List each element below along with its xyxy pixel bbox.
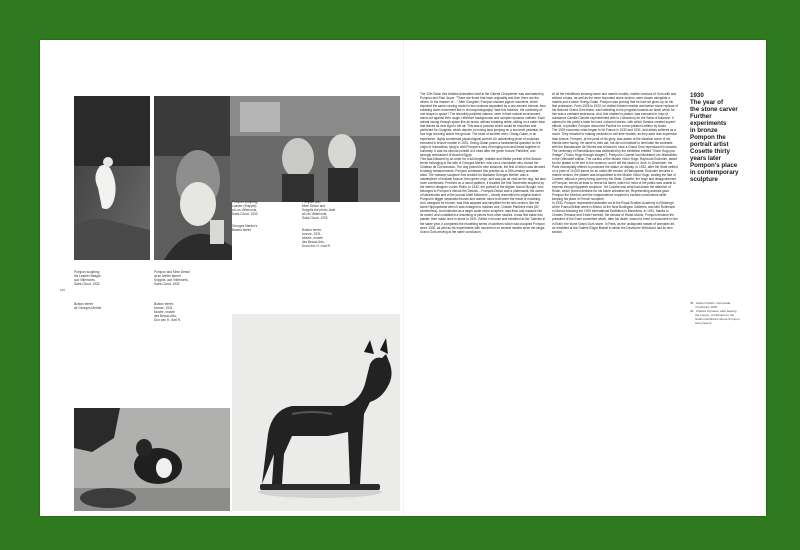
body-column-2: At all the exhibitions showing stone and marble models, marble versions of Ours with and without a base, as well as the more important stone version, were shown alongside a marble and a stone Orang-Outan. Pompon was proving that he had not given up on his first profession. From 1925 to 1933, he crafted thirteen marble and twelve stone replicas of his reduced Grand Ours blanc, each attesting to his progress towards an ideal, which for him was a constant endeavour. And, first studied in plaster, was executed in onyx (a substance Camille Claudel experimented with in L'Abandon) for the Salon d'Automne. It catered to the public's taste for hard, coloured stones, with which Sandoz created superb effects. In parallel, Pompon retouched Poulbot for a new polished edition by Andro. The 1929 economic crisis began to hit France in 1930 and 1931, and artists suffered as a result. They resorted to making ceramics to sell their models, as they were less expensive than bronze. Pompon, at the peak of his glory, was aware of the situation some of his friends were facing. He came to their aid, but did not hesitate to terminate his contracts with the Manufacture de Sèvres and refused to have a Grand Ours reproduced in ceramic. The centenary of Romanticism was celebrated by the exhibition entitled "Victor Hugo par l'image" ("Victor Hugo through images"). Pompon's Cosette had illustrated Les Misérables in the Ollendorff edition. The curator of the Musée Victor Hugo, Raymond Escholier, asked for the plaster to be lent to the museum, and it left the studio in June. In December, the Paris municipality offered to purchase the statue on display. In 1932, after the State settled on a price of 10,000 francs for an under-life version of Hatsuyama, Escholier secured a marble version, the plaster was bequeathed to the Musée Victor Hugo, sealing the fate of Cosette, without a penny being spent by the State. Cosette, the huge and disappointment of Pompon, served at least to reveal his talent, which for most of the public was unable to express through figurative sculpture. Yet Cosette was what had drawn the attention of Rodin, which proved decisive for his future animalier art. Representing animals gave Pompon the freedom and the independence required to eschew conventions while keeping his place in French sculpture. In 1930, Pompon represented animalier art at the Royal Scottish Academy in Edinburgh, at the Franco-British week in Bristol, at the New Burlington Galleries, and with Ruhlmann in Monza following the 1929 International Exhibition in Barcelona. In 1931, thanks to Charles Terrasse and Emile Humblot, the senator of Haute-Marne, Pompon became the president of the Erain committee which, after his death, vowed to erect a monument to him in Erain: the stone Grand Ours stone. In Paris, as the undisputed master of animalier art, he exhibited at the Galerie Edgar Brandt in which the Deutscher Werkbund had its own section. — [552, 92, 678, 234]
sidebar-caption: 45 Gaston Paulin, Gonnesde, 4 February 1930. 46 Charles Terrasse, after leaving the Louvre, contributed to the Studio exhibitions where Pompon was present. — [690, 301, 740, 325]
photo-pompon-with-delsol-image — [230, 96, 400, 202]
page-number-left: 162 — [60, 288, 66, 292]
caption-left-top-1: Pompon sculpting his Leather Beagle, aux Villemonts, Saint-Cloud, 1932. — [74, 270, 102, 287]
caption-right-3: Pompon with Mme Delsol and Snippits the photo Jade at Les Villemonts, Saint-Cloud, 1932. — [302, 200, 336, 221]
photo-old-man-beard — [154, 96, 232, 260]
photo-pompon-sculpting-image — [74, 96, 150, 260]
photo-bronze-boston-terrier — [232, 314, 400, 511]
caption-middle-2: Boston terrier, bronze, 1931. Musée, musée des Beaux-Arts, Don van H. d'art R. — [154, 302, 182, 323]
photo-bronze-boston-terrier-image — [232, 314, 400, 511]
photo-terrier-and-goose-image — [74, 408, 230, 511]
book-spread — [40, 40, 766, 516]
photo-terrier-and-goose — [74, 408, 230, 511]
caption-middle-1: Pompon and Mme Delsol at an Atelier farmer Snippits, aux Villemonts, Saint-Cloud, 1932. — [154, 270, 190, 287]
body-column-1: The 12th Salon des Artistes Animaliers held at the Galerie Charpentier was dominated by Pompon and Paul Jouve. "There are those that have originality and then there are the others. In the manner of ..." After Gonghier, Pompon showed pigeon counterts, which depicted the same running model in two versions separated by a one-second interval, thus breaking down movement like in chronophotography. Was this futurism, the continuity of one shape in space? The smoothly polished natures, seen in their natural environment, stand out against their rough, reflective backgrounds and complex dynamic outlines. Each animal swung through space like an arrow, without breaking stride, sliding on a water bear that leaves its next sign in the air. This was a process which would be reworked and perfected for Gonghier, which depicts a running bear jumping on a two-level pedestal, its four legs hovering above the ground. The head of another work, Orang-Outan, is an expressive, highly condensed psychological portrait. An astonishing piece of sculpture executed in bronze marble in 1931, Orang-Outan poses a fundamental question on the origin of humankind, tying in with Pompon's idea of bringing man and beast together in humanity. It was his second portrait of a head after the green bronze Panthère, and strongly reminiscent of Ancient Egypt. This was followed by an order for a full-length, realistic and lifelike portrait of the Boston terrier belonging to the wife of Georges Mertier, who ran a chocolatier who owned the Château de Chenonceau. The dog posed for nine sessions, the first of which was devoted to taking measurements. Pompon confessed this practice as a 19th-century animalier artist. The massive sculpture Ami created for Madame Georges Mertier, was a masterpiece of ecstatic bronze, then green onyx, and was just as vivid as the dog, but also more condensed. Perched on a round platform, it recalled the first Tourterelle acquired by the interior designer Lucien Rollin. In 1932, the portrait of the Afghan hound Sloughi, who belonged to Pompon's friends the Delsols – François Delsol was a pharmacist, the owner of laboratories and of the journal Artlet Médecine – clearly resembled its original sketch. Pompon's bigger separated bronze and marble, since both were the result of modeling. Ami, designed for bronze, was thus adopted and simplified for its new version, like the stone Hippopotame when it was enlarged to medium size. Grande Panthère noire (82 centimeters). And intended as a larger scale stone sculpture, was thick and massive like its model, and constituted a reworking of pieces from other studies. It was first made into plaster, then made once in stone in 1931. Edited in bronze and exhibited at the Tuileries in the same year, it completed the modelling series of panthers which had occupied Pompon since 1920, as well as his experiments with movement on several models since the single Grand Ours arriving at the same conclusion. — [420, 92, 546, 234]
caption-right-1: Pompon sculpting Loaster (Snippet) at Les Villemonts, Saint-Cloud, 1932. — [232, 200, 259, 217]
gutter-shadow — [403, 40, 404, 516]
photo-old-man-beard-image — [154, 96, 232, 260]
caption-left-top-2: Boston terrier de Georges Mertier. — [74, 302, 103, 311]
caption-right-2: Georges Mertier's Boston terrier. — [232, 224, 258, 233]
caption-right-4: Boston terrier, bronze, 1931. Musée, musée des Beaux-Arts, Doun est. H. d'art R. — [302, 228, 331, 249]
chapter-sidebar-heading: 1930 The year of the stone carver Further experiments in bronze Pompon the portrait artist Cosette thirty years later Pompon's place in contemporary sculpture — [690, 92, 739, 183]
photo-pompon-with-delsol — [230, 96, 400, 202]
photo-pompon-sculpting — [74, 96, 150, 260]
